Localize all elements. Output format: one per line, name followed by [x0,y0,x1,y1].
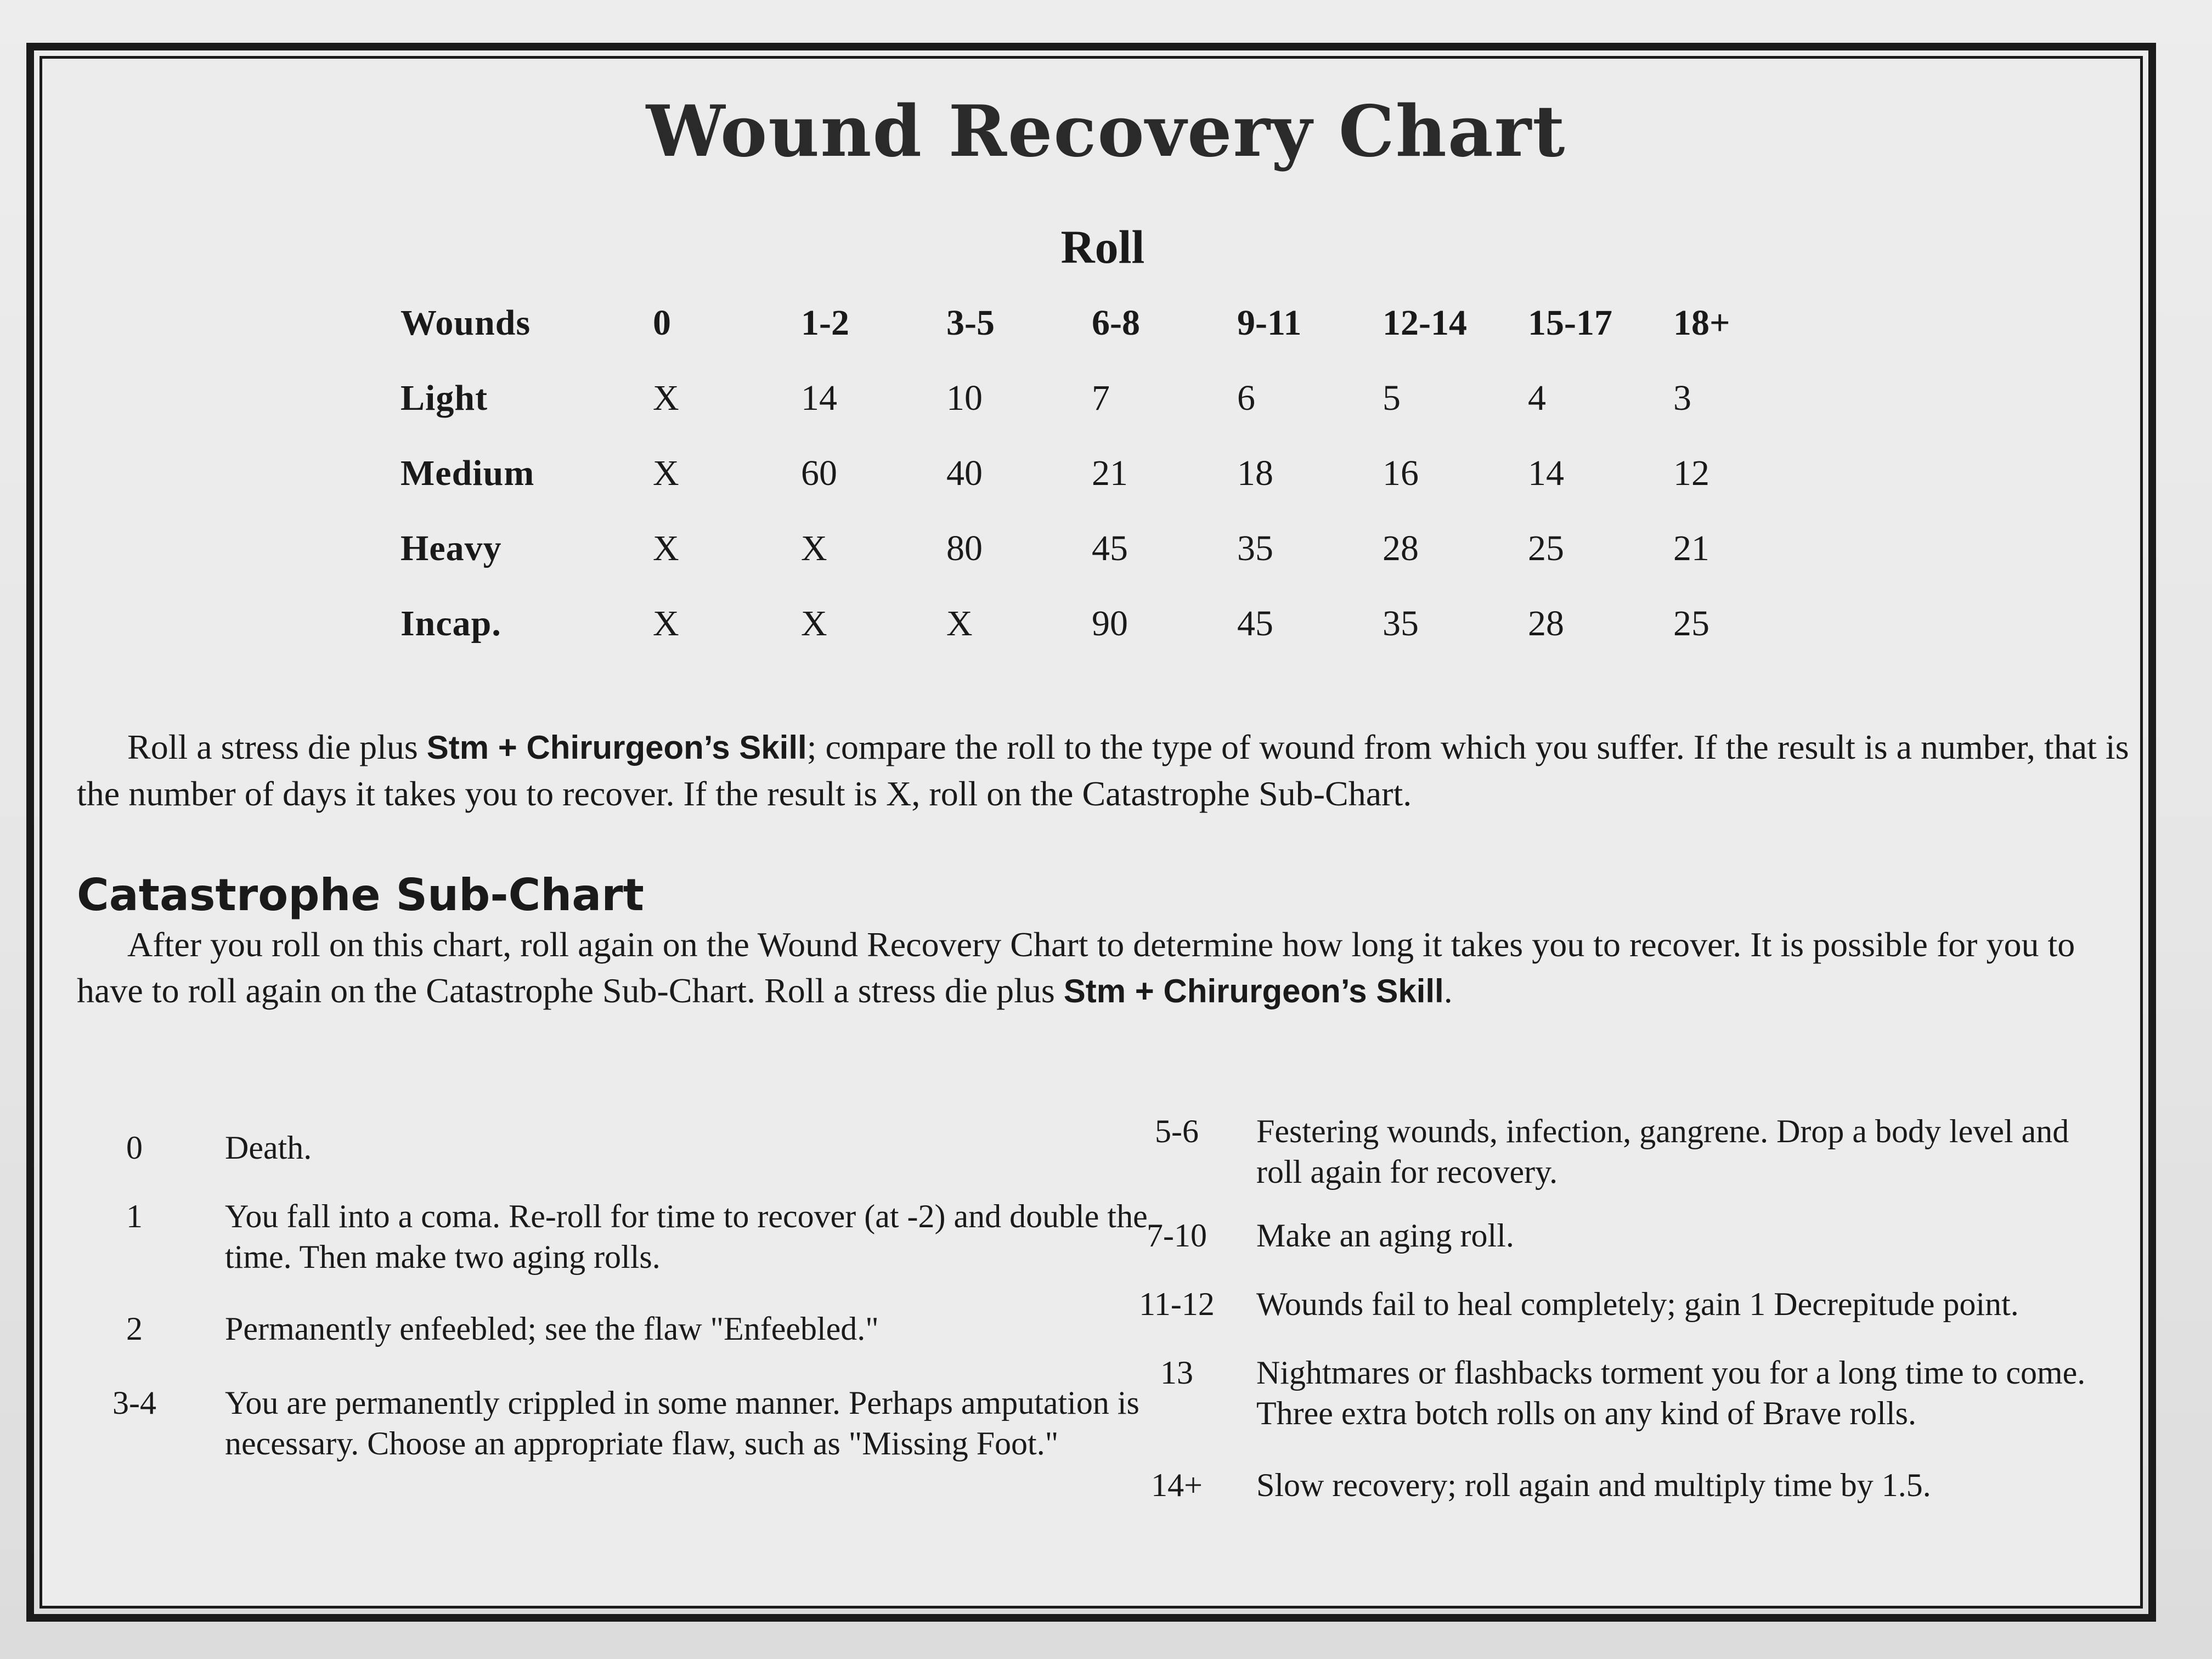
roll-result: 5-6 [1155,1113,1199,1149]
table-cell: 4 [1528,377,1546,418]
row-label: Heavy [400,528,502,568]
table-row [400,360,1805,436]
sub-chart-text-end: . [1443,971,1453,1010]
table-cell: 21 [1092,453,1128,493]
page-title: Wound Recovery Chart [646,91,1566,173]
table-cell: 45 [1237,603,1273,644]
roll-result: 13 [1160,1355,1193,1391]
row-label: Medium [400,453,535,493]
sub-chart-description [77,922,2140,1014]
roll-result: 11-12 [1139,1286,1215,1322]
result-description: Wounds fail to heal completely; gain 1 Decrepitude point. [1256,1286,2019,1322]
result-description: Make an aging roll. [1256,1217,1514,1254]
table-cell: 14 [1528,453,1564,493]
sub-chart-skill: Stm + Chirurgeon’s Skill [1063,973,1444,1009]
row-label: Light [400,377,488,418]
table-row [400,586,1805,661]
roll-result: 7-10 [1147,1217,1207,1254]
table-row [400,511,1805,586]
table-cell: 12 [1673,453,1709,493]
result-description: Festering wounds, infection, gangrene. Drop a body level and roll again for recovery. [1256,1113,2069,1190]
table-cell: X [801,528,827,568]
wound-recovery-table [400,285,1805,661]
header-cell: 15-17 [1528,302,1612,343]
header-cell: 12-14 [1383,302,1467,343]
table-cell: X [946,603,973,644]
roll-result: 2 [126,1311,143,1347]
table-cell: 18 [1237,453,1273,493]
sub-chart-title: Catastrophe Sub-Chart [77,870,644,921]
table-cell: X [653,603,679,644]
table-cell: 21 [1673,528,1709,568]
instructions-text-end: ; compare the roll to the type of wound from which you suffer. If the result is a number, that is the number of days it takes you to recover. If the result is X, roll on the Catastrophe Sub-Chart. [77,727,2129,813]
table-header-row [400,285,1805,360]
row-label: Incap. [400,603,501,644]
table-cell: 60 [801,453,837,493]
table-cell: 7 [1092,377,1110,418]
sub-chart-text: After you roll on this chart, roll again on the Wound Recovery Chart to determine how long it takes you to recover. It is possible for you to have to roll again on the Catastrophe Sub-Chart. Roll a stress die plus [77,925,2075,1010]
table-cell: 25 [1528,528,1564,568]
table-cell: X [653,377,679,418]
instructions-text: Roll a stress die plus [127,727,427,766]
table-cell: 90 [1092,603,1128,644]
table-cell: 16 [1383,453,1419,493]
table-cell: 5 [1383,377,1401,418]
table-cell: 3 [1673,377,1691,418]
table-cell: 28 [1383,528,1419,568]
table-cell: 40 [946,453,983,493]
table-cell: X [801,603,827,644]
result-description: Death. [225,1130,312,1166]
result-description: Permanently enfeebled; see the flaw "Enfeebled." [225,1311,879,1347]
table-cell: 10 [946,377,983,418]
roll-result: 14+ [1151,1467,1203,1503]
header-cell: 18+ [1673,302,1730,343]
instructions-paragraph [77,724,2140,817]
table-cell: 35 [1383,603,1419,644]
table-cell: 80 [946,528,983,568]
table-cell: 45 [1092,528,1128,568]
result-description: Slow recovery; roll again and multiply time by 1.5. [1256,1467,1931,1503]
table-cell: 6 [1237,377,1255,418]
instructions-skill: Stm + Chirurgeon’s Skill [426,729,807,766]
header-cell: 1-2 [801,302,849,343]
header-cell: 3-5 [946,302,995,343]
table-cell: 14 [801,377,837,418]
header-cell: 6-8 [1092,302,1140,343]
result-description: Nightmares or flashbacks torment you for a long time to come. Three extra botch rolls on any kind of Brave rolls. [1256,1355,2086,1431]
table-cell: 28 [1528,603,1564,644]
roll-result: 3-4 [112,1385,156,1421]
table-cell: 35 [1237,528,1273,568]
header-cell: 0 [653,302,671,343]
roll-result: 1 [126,1198,143,1234]
roll-heading: Roll [1060,221,1145,273]
table-cell: X [653,453,679,493]
table-cell: 25 [1673,603,1709,644]
header-cell: 9-11 [1237,302,1302,343]
roll-result: 0 [126,1130,143,1166]
table-row [400,436,1805,511]
table-cell: X [653,528,679,568]
header-cell: Wounds [400,302,531,343]
result-description: You fall into a coma. Re-roll for time to recover (at -2) and double the time. Then make two aging rolls. [225,1198,1148,1275]
result-description: You are permanently crippled in some manner. Perhaps amputation is necessary. Choose an appropriate flaw, such as "Missing Foot." [225,1385,1139,1462]
